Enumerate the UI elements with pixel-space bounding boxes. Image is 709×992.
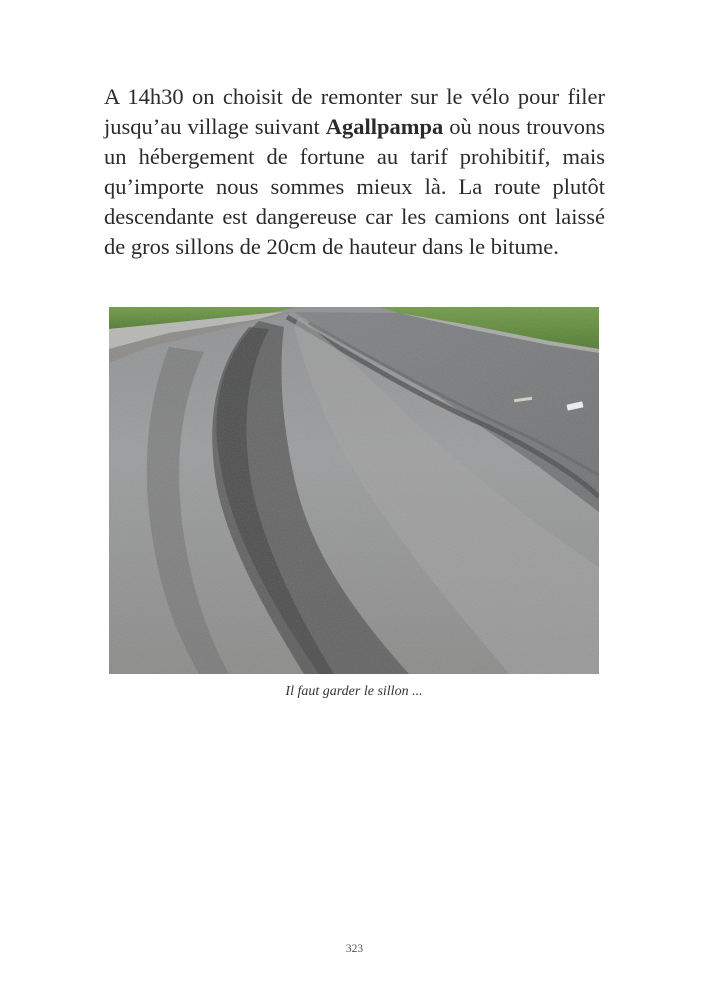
paragraph-text-1: A 14h30 on choisit de remonter sur le vélo pour filer jusqu’au village suivant — [104, 84, 605, 139]
photo-caption: Il faut garder le sillon ... — [285, 684, 423, 699]
road-photo — [109, 307, 599, 674]
page-number: 323 — [345, 943, 364, 955]
paragraph-text-2: où nous trouvons un hébergement de fortune au tarif prohibitif, mais qu’importe nous sommes mieux là. La route plutôt descendante est dangereuse car les camions ont laissé de gros sillons de 20cm de hauteur dans le bitume. — [104, 114, 605, 259]
place-name-bold: Agallpampa — [325, 114, 444, 139]
body-paragraph — [104, 82, 605, 262]
